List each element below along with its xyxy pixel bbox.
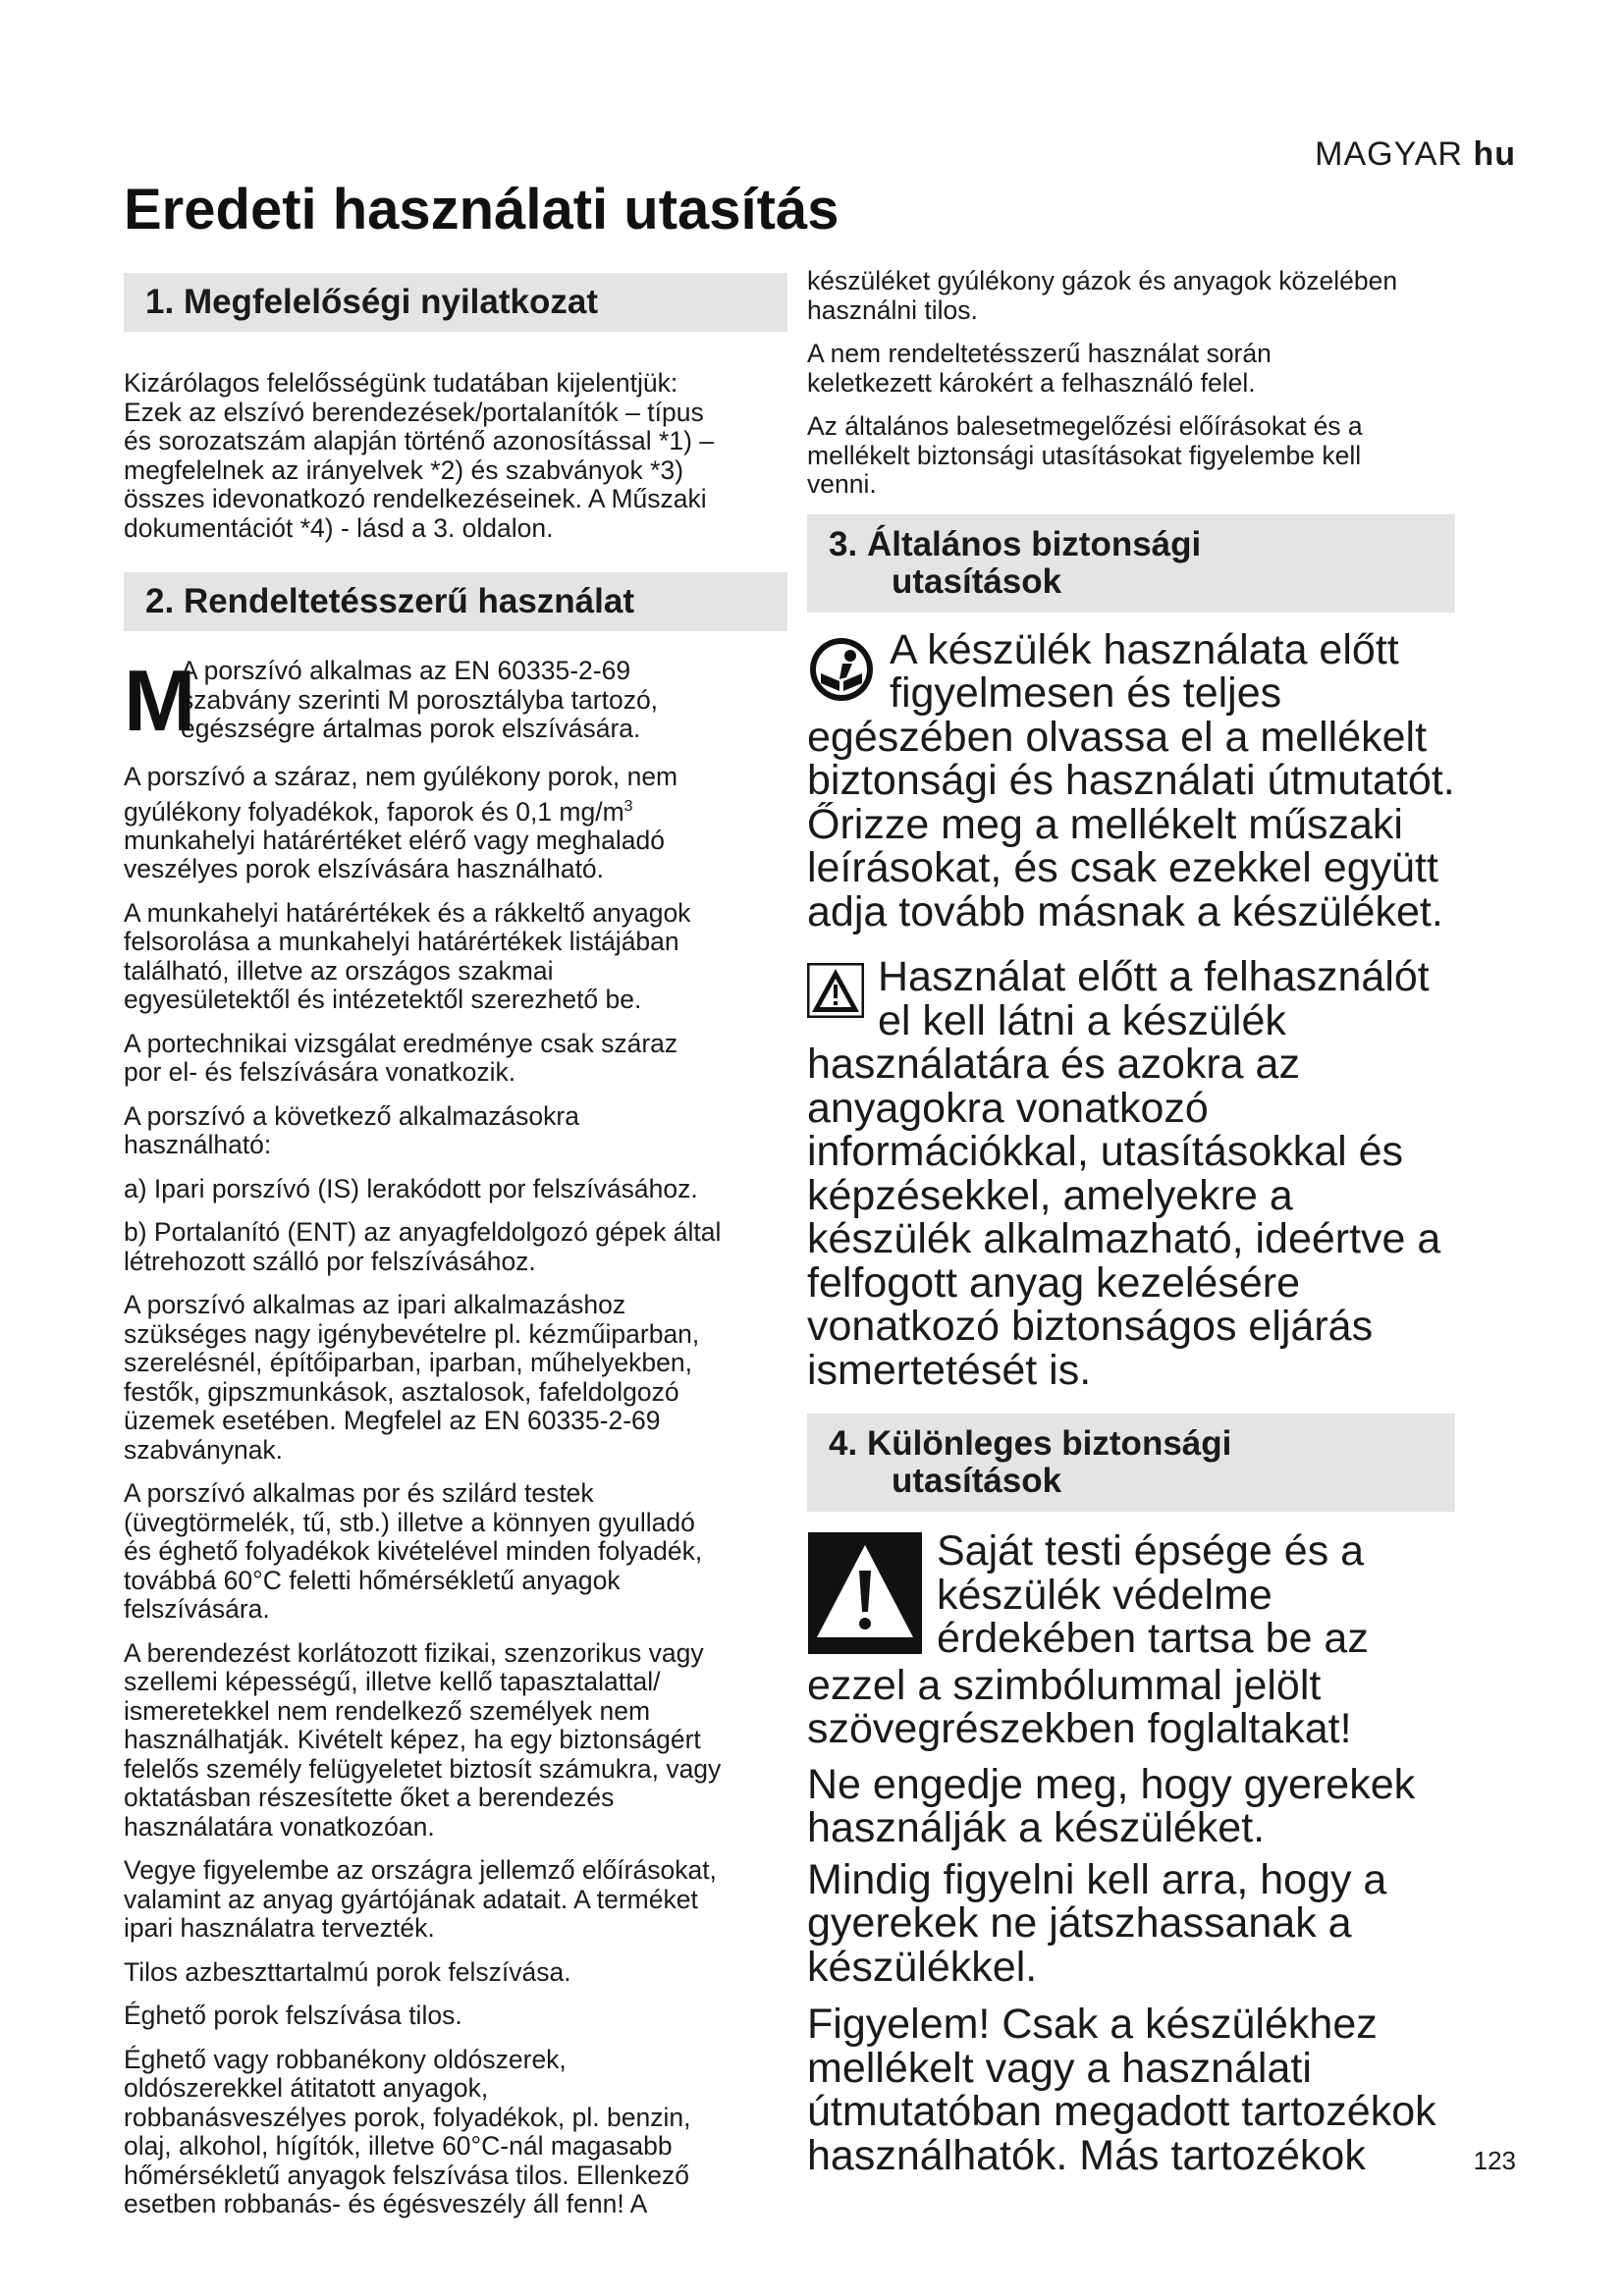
section-3-heading: 3. Általános biztonsági utasítások bbox=[807, 514, 1455, 613]
language-code: hu bbox=[1473, 135, 1516, 173]
supervision-notice: Mindig figyelni kell arra, hogy a gyerekek ne játszhassanak a készülékkel. bbox=[807, 1855, 1387, 1991]
left-column bbox=[124, 273, 787, 2234]
children-notice: Ne engedje meg, hogy gyerekek használják a készüléket. bbox=[807, 1760, 1416, 1851]
warning-triangle-small-icon bbox=[807, 963, 864, 1027]
paragraph: Az általános balesetmegelőzési előírásokat és a mellékelt biztonsági utasításokat figyelembe kell venni. bbox=[807, 411, 1363, 499]
section-2-heading: 2. Rendeltetésszerű használat bbox=[124, 572, 787, 631]
paragraph: Vegye figyelembe az országra jellemző előírásokat, valamint az anyag gyártójának adatait. A terméket ipari használatra tervezték. bbox=[124, 1855, 717, 1944]
paragraph: A porszívó a következő alkalmazásokra használható: bbox=[124, 1100, 579, 1160]
read-manual-notice: A készülék használata előtt figyelmesen és teljes egészében olvassa el a mellékelt biztonsági és használati útmutatót. Őrizze meg a mellékelt műszaki leírásokat, és csak ezekkel együtt adja tovább másnak a készüléket. bbox=[807, 625, 1455, 935]
paragraph: A munkahelyi határértékek és a rákkeltő anyagok felsorolása a munkahelyi határértékek listájában található, illetve az országos szakmai egyesületektől és intézetektől szerezhető be. bbox=[124, 897, 691, 1015]
read-manual-icon bbox=[807, 634, 876, 714]
user-training-notice: Használat előtt a felhasználót el kell látni a készülék használatára és azokra az anyagokra vonatkozó információkkal, utasításokkal és képzésekkel, amelyekre a készülék alkalmazható, ideértve a felfogott anyag kezelésére vonatkozó biztonságos eljárás ismertetését is. bbox=[807, 953, 1441, 1394]
danger-symbol-notice: Saját testi épsége és a készülék védelme érdekében tartsa be az ezzel a szimbólummal jelölt szövegrészekben foglaltakat! bbox=[807, 1527, 1369, 1752]
paragraph: A porszívó alkalmas por és szilárd testek (üvegtörmelék, tű, stb.) illetve a könnyen gyulladó és éghető folyadékok kivételével minden folyadék, továbbá 60°C feletti hőmérsékletű anyagok felszívására. bbox=[124, 1478, 703, 1625]
intended-use-paragraph: A porszívó a száraz, nem gyúlékony porok, nem gyúlékony folyadékok, faporok és 0,1 $mg/m^3$ munkahelyi határértéket elérő vagy meghaladó veszélyes porok elszívására használható. bbox=[124, 762, 678, 884]
paragraph: Tilos azbeszttartalmú porok felszívása. bbox=[124, 1956, 571, 1987]
paragraph: készüléket gyúlékony gázok és anyagok közelében használni tilos. bbox=[807, 266, 1398, 325]
declaration-paragraph: Kizárólagos felelősségünk tudatában kijelentjük: Ezek az elszívó berendezések/portalanítók – típus és sorozatszám alapján történő azonosítással *1) – megfelelnek az irányelvek *2) és szabványok *3) összes idevonatkozó rendelkezéseinek. A Műszaki dokumentációt *4) - lásd a 3. oldalon. bbox=[124, 368, 714, 543]
accessories-notice: Figyelem! Csak a készülékhez mellékelt vagy a használati útmutatóban megadott tartozékok használhatók. Más tartozékok bbox=[807, 2001, 1436, 2179]
danger-warning-icon bbox=[807, 1531, 923, 1664]
paragraph: A portechnikai vizsgálat eredménye csak száraz por el- és felszívására vonatkozik. bbox=[124, 1028, 678, 1088]
page-number: 123 bbox=[1473, 2146, 1516, 2175]
paragraph: b) Portalanító (ENT) az anyagfeldolgozó gépek által létrehozott szálló por felszívásához. bbox=[124, 1217, 722, 1276]
paragraph: A berendezést korlátozott fizikai, szenzorikus vagy szellemi képességű, illetve kellő tapasztalattal/ ismeretekkel nem rendelkező személyek nem használhatják. Kivételt képez, ha egy biztonságért felelős személy felügyeletet biztosít számukra, vagy oktatásban részesítette őket a berendezés használatára vonatkozóan. bbox=[124, 1637, 722, 1842]
paragraph: A nem rendeltetésszerű használat során keletkezett károkért a felhasználó felel. bbox=[807, 339, 1272, 398]
continued-paragraphs bbox=[807, 267, 1455, 500]
paragraph: Éghető vagy robbanékony oldószerek, oldószerekkel átitatott anyagok, robbanásveszélyes porok, folyadékok, pl. benzin, olaj, alkohol, hígítók, illetve 60°C-nál magasabb hőmérsékletű anyagok felszívása tilos. Ellenkező esetben robbanás- és égésveszély áll fenn! A bbox=[124, 2044, 691, 2219]
section-4-heading: 4. Különleges biztonsági utasítások bbox=[807, 1414, 1455, 1512]
paragraph: Éghető porok felszívása tilos. bbox=[124, 2001, 462, 2031]
section-1-heading: 1. Megfelelőségi nyilatkozat bbox=[124, 273, 787, 332]
paragraph: a) Ipari porszívó (IS) lerakódott por felszívásához. bbox=[124, 1173, 698, 1203]
right-column bbox=[807, 267, 1455, 2177]
language-name: MAGYAR bbox=[1315, 135, 1463, 173]
paragraph: A porszívó alkalmas az ipari alkalmazáshoz szükséges nagy igénybevételre pl. kézműiparban, szerelésnél, építőiparban, iparban, műhelyekben, festők, gipszmunkások, asztalosok, fafeldolgozó üzemek esetében. Megfelel az EN 60335-2-69 szabványnak. bbox=[124, 1290, 700, 1465]
dust-class-m-icon: M bbox=[124, 652, 196, 749]
page-title: Eredeti használati utasítás bbox=[124, 178, 839, 241]
intended-use-paragraphs bbox=[124, 899, 787, 2219]
dust-class-m-note: M A porszívó alkalmas az EN 60335-2-69 szabvány szerinti M porosztályba tartozó, egészségre ártalmas porok elszívására. bbox=[124, 652, 659, 749]
language-label bbox=[1315, 135, 1516, 174]
